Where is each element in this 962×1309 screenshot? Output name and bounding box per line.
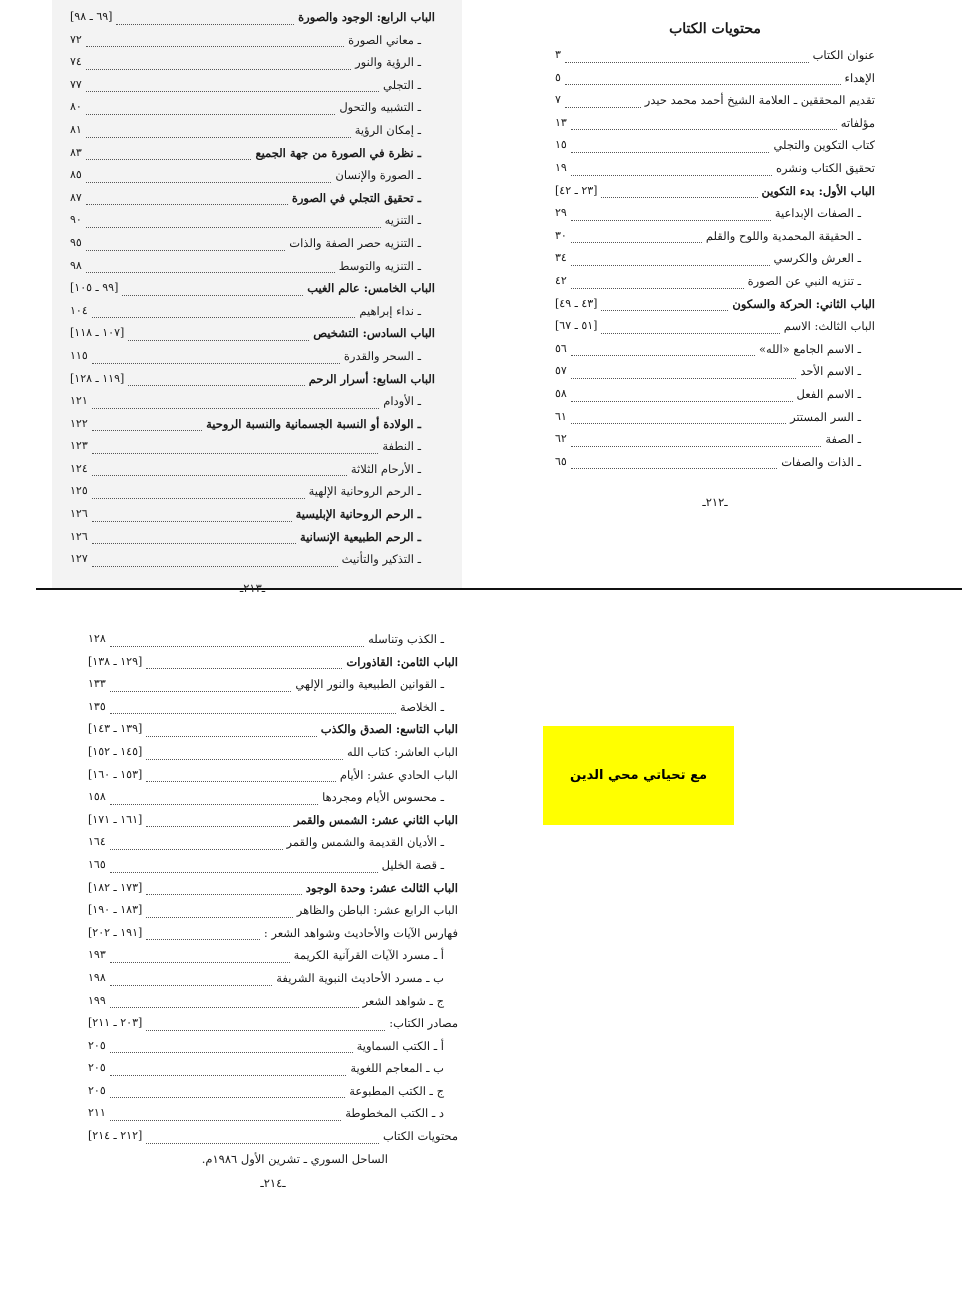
toc-entry-page-range: [٤٣ ـ ٤٩]	[555, 296, 598, 310]
leader-dots	[571, 175, 772, 176]
leader-dots	[571, 129, 837, 130]
toc-entry-label: ـ معاني الصورة	[348, 32, 421, 47]
toc-entry-page: ٧٤	[70, 55, 82, 69]
toc-entry-page: ٦٢	[555, 432, 567, 446]
leader-dots	[110, 849, 283, 850]
toc-entry-label: ـ الرحم الروحانية الإبليسية	[295, 507, 421, 522]
toc-entry-label: الباب العاشر: كتاب الله	[346, 744, 458, 759]
leader-dots	[86, 204, 288, 205]
toc-entry-page: ٨٣	[70, 145, 82, 159]
leader-dots	[110, 1052, 353, 1053]
toc-chapter-entry	[70, 368, 435, 391]
toc-entry-page: ١٢٤	[70, 461, 88, 475]
toc-entry-page-range: [١٢٩ ـ ١٣٨]	[88, 654, 143, 668]
toc-subentry	[88, 854, 458, 877]
toc-subentry	[70, 29, 435, 52]
toc-entry-label: ـ الصفات الإبداعية	[774, 206, 861, 221]
leader-dots	[146, 939, 260, 940]
toc-page-213	[70, 6, 435, 601]
toc-entry-label: ـ الكذب وتناسله	[368, 632, 444, 646]
toc-entry-label: ـ التشبيه والتحول	[339, 100, 421, 115]
leader-dots	[116, 24, 294, 25]
toc-subentry	[70, 435, 435, 458]
toc-subentry	[88, 628, 458, 651]
toc-entry-page-range: [١٧٣ ـ ١٨٢]	[88, 880, 143, 894]
toc-entry-page: ١١٥	[70, 348, 88, 362]
toc-entry-page-range: [١٣٩ ـ ١٤٣]	[88, 722, 143, 736]
toc-entry-label: ـ إمكان الرؤية	[354, 122, 421, 137]
toc-subentry	[88, 1080, 458, 1103]
toc-entry-page: ١٢٦	[70, 507, 88, 521]
toc-entry-page: ١٦٤	[88, 835, 106, 849]
toc-entry-label: ـ محسوس الأيام ومجردها	[322, 790, 444, 805]
toc-subentry	[70, 548, 435, 571]
toc-entry-label: الباب السابع: أسرار الرحم	[308, 371, 435, 386]
toc-entry-label: ـ التنزيه	[384, 213, 421, 228]
toc-entry-label: ـ القوانين الطبيعية والنور الإلهي	[295, 677, 444, 692]
toc-entry-page: ١٣	[555, 115, 567, 129]
toc-subentry	[88, 696, 458, 719]
leader-dots	[86, 227, 381, 228]
leader-dots	[565, 84, 841, 85]
leader-dots	[571, 288, 744, 289]
toc-entry-page-range: [٢١٢ ـ ٢١٤]	[88, 1129, 143, 1143]
toc-chapter-entry	[555, 315, 875, 338]
toc-subentry	[88, 990, 458, 1013]
leader-dots	[601, 310, 728, 311]
leader-dots	[571, 355, 755, 356]
toc-entry-page: ٦٥	[555, 454, 567, 468]
toc-entry-page: ١٩	[555, 160, 567, 174]
toc-entry-page: ٢٩	[555, 206, 567, 220]
leader-dots	[146, 759, 343, 760]
page-folio: ـ٢١٤ـ	[260, 1175, 286, 1190]
toc-entry-label: ـ قصة الخليل	[381, 857, 444, 872]
toc-entry-page: ٢٠٥	[88, 1038, 106, 1052]
toc-chapter-entry	[88, 922, 458, 945]
leader-dots	[571, 152, 770, 153]
toc-subentry	[88, 1057, 458, 1080]
toc-entry-label: الباب التاسع: الصدق والكذب	[320, 722, 458, 737]
toc-entry-page-range: [٥١ ـ ٦٧]	[555, 319, 598, 333]
toc-entry-label: الباب الخامس: عالم الغيب	[307, 281, 435, 296]
toc-title: محتويات الكتاب	[669, 21, 761, 37]
toc-entry-label: تقديم المحققين ـ العلامة الشيخ أحمد محمد حيدر	[644, 93, 875, 108]
toc-entry-page: ١٢٢	[70, 416, 88, 430]
toc-entry-label: ـ التجلي	[382, 77, 421, 92]
leader-dots	[110, 804, 318, 805]
leader-dots	[110, 1097, 345, 1098]
toc-entry	[555, 112, 875, 135]
toc-chapter-entry	[70, 6, 435, 29]
leader-dots	[92, 521, 292, 522]
toc-entry-label: الباب الثاني عشر: الشمس والقمر	[293, 812, 458, 827]
toc-entries	[70, 6, 435, 571]
leader-dots	[86, 182, 332, 183]
toc-entry-label: الباب الثالث عشر: وحدة الوجود	[305, 880, 458, 895]
leader-dots	[92, 430, 202, 431]
toc-entries	[555, 44, 875, 473]
toc-entry-page-range: [١٥٣ ـ ١٦٠]	[88, 767, 143, 781]
leader-dots	[146, 894, 301, 895]
leader-dots	[86, 137, 351, 138]
leader-dots	[146, 781, 336, 782]
toc-entry-label: محتويات الكتاب	[382, 1129, 458, 1144]
toc-entry-label: مؤلفاته	[840, 115, 875, 130]
toc-subentry	[88, 1035, 458, 1058]
toc-subentry	[88, 786, 458, 809]
toc-entry-label: د ـ الكتب المخطوطة	[345, 1106, 444, 1121]
toc-entry-page: ٦١	[555, 409, 567, 423]
leader-dots	[92, 317, 356, 318]
toc-subentry	[70, 526, 435, 549]
toc-entry-page: ٩٠	[70, 213, 82, 227]
leader-dots	[146, 917, 293, 918]
toc-entry-page: ٧	[555, 93, 561, 107]
toc-entry	[555, 157, 875, 180]
toc-entry-page-range: [١٨٣ ـ ١٩٠]	[88, 903, 143, 917]
toc-subentry	[70, 164, 435, 187]
toc-entry-page: ١٢٦	[70, 529, 88, 543]
leader-dots	[571, 468, 777, 469]
toc-entry-label: ـ الأرحام الثلاثة	[350, 461, 421, 476]
toc-entry-page-range: [١١٩ ـ ١٢٨]	[70, 371, 125, 385]
toc-entry-label: ـ التنزيه حصر الصفة والذات	[289, 235, 421, 250]
leader-dots	[92, 453, 379, 454]
leader-dots	[565, 107, 641, 108]
toc-entry-label: ـ الرحم الروحانية الإلهية	[308, 484, 421, 499]
leader-dots	[571, 378, 797, 379]
toc-entry-label: تحقيق الكتاب ونشره	[775, 160, 875, 175]
toc-entry-page: ٨٠	[70, 100, 82, 114]
toc-entry-label: ـ الصفة	[825, 432, 861, 447]
toc-entry-label: ب ـ مسرد الأحاديث النبوية الشريفة	[276, 970, 444, 985]
toc-entry-label: ـ الولادة أو النسبة الجسمانية والنسبة الروحية	[206, 416, 421, 431]
toc-entry-label: أ ـ الكتب السماوية	[356, 1038, 444, 1053]
toc-entry-label: ـ نظرة في الصورة من جهة الجميع	[255, 145, 421, 160]
leader-dots	[571, 401, 793, 402]
toc-entry-page-range: [١٩١ ـ ٢٠٢]	[88, 925, 143, 939]
toc-entry-page: ١٢٥	[70, 484, 88, 498]
toc-entry-label: ـ السر المستتر	[790, 409, 861, 424]
toc-entry-page: ١٠٤	[70, 303, 88, 317]
toc-entry-page: ١٣٣	[88, 677, 106, 691]
toc-entries	[88, 628, 458, 1148]
leader-dots	[571, 242, 702, 243]
toc-entry-label: ـ الأديان القديمة والشمس والقمر	[286, 835, 444, 850]
toc-entry-page: ٧٧	[70, 77, 82, 91]
toc-subentry	[88, 831, 458, 854]
toc-entry-label: ـ تحقيق التجلي في الصورة	[291, 190, 421, 205]
leader-dots	[110, 1075, 347, 1076]
toc-subentry	[70, 255, 435, 278]
toc-entry-label: ـ الذات والصفات	[781, 454, 861, 469]
toc-entry-page: ٣٤	[555, 251, 567, 265]
toc-entry	[555, 67, 875, 90]
leader-dots	[110, 1120, 342, 1121]
toc-chapter-entry	[88, 718, 458, 741]
toc-entry-page: ٥	[555, 70, 561, 84]
toc-page-212	[555, 14, 875, 515]
toc-entry-label: ج ـ شواهد الشعر	[362, 993, 444, 1008]
toc-entry-label: ـ العرش والكرسي	[773, 251, 861, 266]
leader-dots	[86, 272, 335, 273]
toc-entry-page: ١٥٨	[88, 790, 106, 804]
toc-entry-page: ٨٥	[70, 168, 82, 182]
leader-dots	[571, 265, 770, 266]
leader-dots	[146, 668, 342, 669]
toc-entry	[555, 134, 875, 157]
leader-dots	[565, 62, 809, 63]
leader-dots	[86, 91, 379, 92]
toc-entry-label: ـ التنزيه والتوسط	[338, 258, 421, 273]
toc-entry-label: الباب الثالث: الاسم	[783, 319, 875, 334]
toc-entry-label: كتاب التكوين والتجلي	[773, 138, 875, 153]
toc-chapter-entry	[70, 277, 435, 300]
toc-page-214	[88, 628, 458, 1196]
toc-entry-label: ـ الاسم الأحد	[800, 364, 861, 379]
toc-entry-page: ٢١١	[88, 1106, 106, 1120]
leader-dots	[128, 385, 304, 386]
leader-dots	[601, 197, 757, 198]
leader-dots	[92, 566, 338, 567]
leader-dots	[146, 826, 290, 827]
toc-subentry	[70, 458, 435, 481]
toc-chapter-entry	[555, 180, 875, 203]
toc-chapter-entry	[88, 651, 458, 674]
toc-subentry	[70, 413, 435, 436]
leader-dots	[92, 363, 340, 364]
toc-entry-label: الباب الرابع: الوجود والصورة	[298, 10, 435, 24]
toc-entry-page: ٩٨	[70, 258, 82, 272]
toc-entry-page: ١٩٩	[88, 993, 106, 1007]
toc-entry-page: ٨٧	[70, 190, 82, 204]
toc-entry-page-range: [١٦١ ـ ١٧١]	[88, 812, 143, 826]
toc-subentry	[70, 96, 435, 119]
toc-entry-page: ٤٢	[555, 273, 567, 287]
leader-dots	[128, 340, 309, 341]
toc-subentry	[555, 406, 875, 429]
leader-dots	[601, 333, 779, 334]
toc-subentry	[555, 338, 875, 361]
toc-chapter-entry	[88, 764, 458, 787]
toc-entry-label: الباب الحادي عشر: الأيام	[339, 767, 458, 782]
toc-entry-page: ١٩٣	[88, 948, 106, 962]
leader-dots	[92, 475, 347, 476]
toc-chapter-entry	[88, 1012, 458, 1035]
page-folio: ـ٢١٢ـ	[702, 495, 728, 510]
toc-entry-page: ١٣٥	[88, 699, 106, 713]
toc-entry-label: ـ الأودام	[383, 394, 421, 409]
toc-subentry	[70, 390, 435, 413]
toc-entry-page: ٥٨	[555, 386, 567, 400]
toc-subentry	[88, 967, 458, 990]
toc-entry-label: الباب الثامن: القاذورات	[346, 654, 458, 669]
toc-entry-label: ـ النطفة	[382, 439, 421, 454]
toc-entry-page: ٥٦	[555, 341, 567, 355]
toc-entry-label: ـ التذكير والتأنيث	[341, 552, 421, 567]
leader-dots	[571, 446, 821, 447]
toc-entry-page: ٨١	[70, 122, 82, 136]
toc-chapter-entry	[88, 899, 458, 922]
toc-subentry	[88, 673, 458, 696]
leader-dots	[86, 46, 344, 47]
toc-subentry	[88, 944, 458, 967]
toc-entry-label: الباب الرابع عشر: الباطن والظاهر	[296, 903, 458, 918]
leader-dots	[110, 1007, 359, 1008]
toc-subentry	[555, 225, 875, 248]
toc-subentry	[70, 119, 435, 142]
toc-entry-page: ١٩٨	[88, 970, 106, 984]
toc-subentry	[70, 480, 435, 503]
toc-entry-page: ٢٠٥	[88, 1061, 106, 1075]
toc-entry-label: أ ـ مسرد الآيات القرآنية الكريمة	[293, 948, 444, 963]
toc-entry	[555, 44, 875, 67]
greeting-text: مع تحياتي محي الدين	[570, 768, 707, 783]
toc-entry-label: ج ـ الكتب المطبوعة	[349, 1083, 444, 1098]
toc-entry-label: ـ الاسم الجامع «الله»	[758, 341, 861, 356]
toc-entry-label: الباب الأول: بدء التكوين	[761, 183, 875, 198]
leader-dots	[86, 114, 336, 115]
toc-entry-label: الإهداء	[844, 70, 875, 85]
toc-subentry	[70, 345, 435, 368]
toc-entry-page: ٣	[555, 48, 561, 61]
toc-subentry	[70, 503, 435, 526]
toc-entry-page: ١٢٣	[70, 439, 88, 453]
toc-entry-label: ـ الصورة والإنسان	[335, 168, 421, 183]
leader-dots	[146, 1143, 379, 1144]
toc-entry-page: ١٢٨	[88, 632, 106, 645]
toc-entry-page: ٢٠٥	[88, 1083, 106, 1097]
toc-subentry	[88, 1102, 458, 1125]
leader-dots	[110, 646, 364, 647]
toc-entry-page: ١٦٥	[88, 857, 106, 871]
toc-subentry	[555, 247, 875, 270]
toc-entry-label: ـ الرؤية والنور	[355, 55, 421, 70]
toc-entry-page: ١٢١	[70, 394, 88, 408]
toc-entry-label: ب ـ المعاجم اللغوية	[350, 1061, 444, 1076]
toc-subentry	[70, 300, 435, 323]
toc-entry-label: عنوان الكتاب	[812, 48, 875, 62]
leader-dots	[110, 691, 292, 692]
toc-entry-page-range: [٦٩ ـ ٩٨]	[70, 10, 113, 23]
toc-chapter-entry	[88, 877, 458, 900]
leader-dots	[110, 872, 378, 873]
toc-subentry	[70, 209, 435, 232]
leader-dots	[571, 220, 771, 221]
toc-subentry	[555, 451, 875, 474]
toc-subentry	[555, 270, 875, 293]
toc-subentry	[555, 360, 875, 383]
toc-entry-page-range: [١٤٥ ـ ١٥٢]	[88, 744, 143, 758]
toc-chapter-entry	[555, 293, 875, 316]
colophon: الساحل السوري ـ تشرين الأول ١٩٨٦م.	[201, 1151, 388, 1166]
toc-entry-page: ٧٢	[70, 32, 82, 46]
toc-entry-label: ـ الرحم الطبيعية الإنسانية	[300, 529, 421, 544]
toc-subentry	[555, 202, 875, 225]
leader-dots	[86, 159, 252, 160]
toc-entry-label: الباب الثاني: الحركة والسكون	[732, 296, 875, 311]
toc-subentry	[555, 383, 875, 406]
toc-subentry	[555, 428, 875, 451]
toc-entry-page: ٥٧	[555, 364, 567, 378]
toc-entry-label: الباب السادس: التشخيص	[313, 326, 435, 341]
toc-entry-label: مصادر الكتاب:	[389, 1016, 458, 1031]
page-folio: ـ٢١٣ـ	[239, 580, 266, 595]
leader-dots	[571, 423, 786, 424]
toc-entry-page: ١٥	[555, 138, 567, 152]
leader-dots	[146, 1030, 385, 1031]
toc-entry-page-range: [٢٣ ـ ٤٢]	[555, 183, 598, 197]
leader-dots	[92, 408, 379, 409]
toc-entry-label: ـ السحر والقدرة	[343, 348, 421, 363]
toc-subentry	[70, 187, 435, 210]
toc-chapter-entry	[88, 1125, 458, 1148]
toc-entry-label: ـ نداء إبراهيم	[359, 303, 421, 318]
greeting-banner	[543, 726, 734, 825]
toc-entry-label: ـ الحقيقة المحمدية واللوح والقلم	[705, 228, 861, 243]
toc-entry-page-range: [٩٩ ـ ١٠٥]	[70, 281, 119, 295]
leader-dots	[92, 498, 305, 499]
toc-chapter-entry	[70, 322, 435, 345]
toc-entry-page-range: [٢٠٣ ـ ٢١١]	[88, 1016, 143, 1030]
toc-subentry	[70, 232, 435, 255]
toc-entry-label: فهارس الآيات والأحاديث وشواهد الشعر :	[263, 925, 458, 940]
toc-subentry	[70, 74, 435, 97]
toc-chapter-entry	[88, 741, 458, 764]
toc-entry-label: ـ الخلاصة	[400, 699, 444, 714]
leader-dots	[146, 736, 316, 737]
leader-dots	[110, 713, 396, 714]
toc-entry-page: ٩٥	[70, 235, 82, 249]
toc-subentry	[70, 142, 435, 165]
toc-entry-label: ـ الاسم الفعل	[796, 386, 861, 401]
toc-entry-page: ٣٠	[555, 228, 567, 242]
leader-dots	[110, 985, 272, 986]
toc-entry-page: ١٢٧	[70, 552, 88, 566]
leader-dots	[110, 962, 290, 963]
toc-entry	[555, 89, 875, 112]
leader-dots	[92, 543, 296, 544]
toc-subentry	[70, 51, 435, 74]
leader-dots	[86, 69, 351, 70]
toc-entry-page-range: [١٠٧ ـ ١١٨]	[70, 326, 125, 340]
toc-entry-label: ـ تنزيه النبي عن الصورة	[747, 273, 861, 288]
leader-dots	[122, 295, 303, 296]
leader-dots	[86, 250, 285, 251]
toc-chapter-entry	[88, 809, 458, 832]
